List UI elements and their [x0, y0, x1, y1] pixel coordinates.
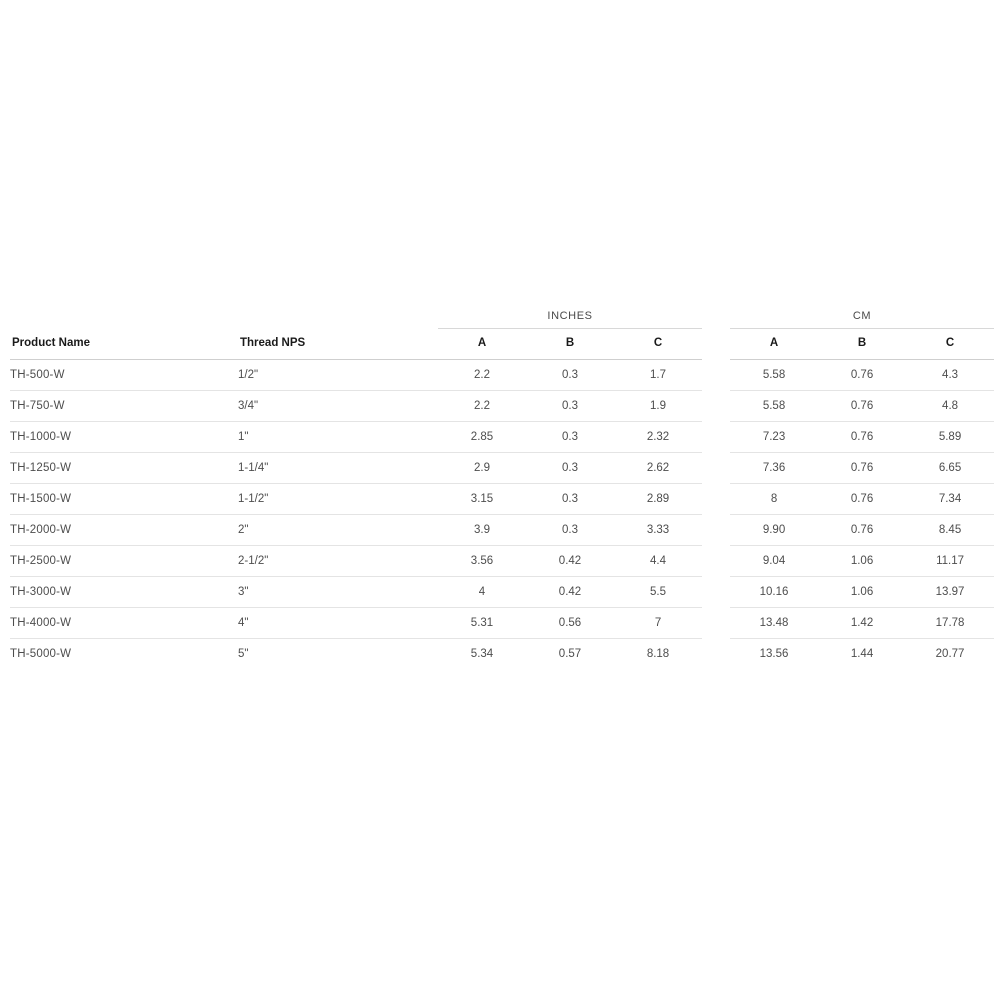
inches-b-value: 0.3 — [526, 422, 614, 453]
inches-b-value: 0.3 — [526, 484, 614, 515]
column-header-cm-c: C — [906, 329, 994, 360]
row-spacer — [702, 639, 730, 670]
cm-c-value: 13.97 — [906, 577, 994, 608]
cm-a-value: 7.23 — [730, 422, 818, 453]
inches-a-value: 2.9 — [438, 453, 526, 484]
cm-b-value: 1.06 — [818, 546, 906, 577]
cm-c-value: 17.78 — [906, 608, 994, 639]
inches-a-value: 5.31 — [438, 608, 526, 639]
row-spacer — [702, 515, 730, 546]
cm-b-value: 0.76 — [818, 515, 906, 546]
column-header-inches-a: A — [438, 329, 526, 360]
product-name-link[interactable]: TH-1500-W — [10, 484, 238, 515]
table-row — [10, 577, 994, 608]
cm-b-value: 1.42 — [818, 608, 906, 639]
inches-a-value: 3.9 — [438, 515, 526, 546]
cm-b-value: 0.76 — [818, 453, 906, 484]
cm-c-value: 6.65 — [906, 453, 994, 484]
specification-table-container — [0, 310, 1000, 669]
inches-c-value: 2.89 — [614, 484, 702, 515]
inches-a-value: 2.85 — [438, 422, 526, 453]
inches-c-value: 2.32 — [614, 422, 702, 453]
cm-b-value: 1.06 — [818, 577, 906, 608]
cm-a-value: 7.36 — [730, 453, 818, 484]
cm-c-value: 20.77 — [935, 648, 965, 660]
cm-b-value: 0.76 — [818, 360, 906, 391]
thread-nps-value: 5" — [238, 648, 249, 660]
product-name-link[interactable]: TH-3000-W — [10, 577, 238, 608]
table-row — [10, 453, 994, 484]
thread-nps-value: 4" — [238, 608, 438, 639]
inches-a-value: 4 — [438, 577, 526, 608]
inches-b-value: 0.3 — [526, 391, 614, 422]
product-name-link[interactable]: TH-2500-W — [10, 546, 238, 577]
cm-a-value: 5.58 — [730, 391, 818, 422]
cm-a-value: 10.16 — [730, 577, 818, 608]
table-row — [10, 391, 994, 422]
inches-c-value: 8.18 — [646, 648, 670, 660]
inches-c-value: 5.5 — [614, 577, 702, 608]
thread-nps-value: 1-1/4" — [238, 453, 438, 484]
row-spacer — [702, 453, 730, 484]
product-name-link[interactable]: TH-4000-W — [10, 608, 238, 639]
column-header-cm-b: B — [818, 329, 906, 360]
cm-c-value: 11.17 — [906, 546, 994, 577]
inches-b-value: 0.42 — [526, 546, 614, 577]
inches-b-value: 0.3 — [526, 515, 614, 546]
table-row — [10, 422, 994, 453]
product-name-link[interactable]: TH-500-W — [10, 360, 238, 391]
unit-group-header-row — [10, 310, 994, 329]
cm-a-value: 5.58 — [730, 360, 818, 391]
cm-a-value: 9.90 — [730, 515, 818, 546]
cm-b-value: 0.76 — [818, 484, 906, 515]
table-row — [10, 546, 994, 577]
product-name-link[interactable]: TH-5000-W — [10, 648, 72, 660]
table-row — [10, 608, 994, 639]
cm-c-value: 7.34 — [906, 484, 994, 515]
product-name-link[interactable]: TH-750-W — [10, 391, 238, 422]
inches-c-value: 7 — [614, 608, 702, 639]
inches-b-value: 0.42 — [526, 577, 614, 608]
group-spacer-thread — [238, 310, 438, 329]
group-spacer-name — [10, 310, 238, 329]
row-spacer — [702, 546, 730, 577]
group-header-inches: INCHES — [438, 310, 702, 329]
row-spacer — [702, 484, 730, 515]
product-name-link[interactable]: TH-2000-W — [10, 515, 238, 546]
column-header-row — [10, 329, 994, 360]
cm-a-value: 13.56 — [759, 648, 789, 660]
table-row — [10, 484, 994, 515]
group-spacer-gap — [702, 310, 730, 329]
cm-b-value: 0.76 — [818, 391, 906, 422]
thread-nps-value: 3" — [238, 577, 438, 608]
inches-c-value: 2.62 — [614, 453, 702, 484]
cm-c-value: 5.89 — [906, 422, 994, 453]
inches-b-value: 0.3 — [526, 360, 614, 391]
product-name-link[interactable]: TH-1250-W — [10, 453, 238, 484]
specification-table — [10, 310, 994, 669]
column-header-inches-b: B — [526, 329, 614, 360]
inches-a-value: 3.15 — [438, 484, 526, 515]
thread-nps-value: 1" — [238, 422, 438, 453]
cm-a-value: 8 — [730, 484, 818, 515]
cm-b-value: 1.44 — [850, 648, 874, 660]
table-row — [10, 515, 994, 546]
inches-c-value: 3.33 — [614, 515, 702, 546]
cm-a-value: 13.48 — [730, 608, 818, 639]
row-spacer — [702, 608, 730, 639]
inches-b-value: 0.56 — [526, 608, 614, 639]
inches-c-value: 1.9 — [614, 391, 702, 422]
row-spacer — [702, 391, 730, 422]
inches-b-value: 0.57 — [558, 648, 582, 660]
cm-c-value: 8.45 — [906, 515, 994, 546]
column-header-cm-a: A — [730, 329, 818, 360]
thread-nps-value: 3/4" — [238, 391, 438, 422]
table-row — [10, 639, 994, 670]
inches-b-value: 0.3 — [526, 453, 614, 484]
group-header-cm: CM — [730, 310, 994, 329]
inches-a-value: 3.56 — [438, 546, 526, 577]
inches-a-value: 5.34 — [470, 648, 494, 660]
cm-c-value: 4.3 — [906, 360, 994, 391]
table-body — [10, 310, 994, 669]
inches-a-value: 2.2 — [438, 360, 526, 391]
row-spacer — [702, 422, 730, 453]
cm-a-value: 9.04 — [730, 546, 818, 577]
column-header-inches-c: C — [614, 329, 702, 360]
product-name-link[interactable]: TH-1000-W — [10, 422, 238, 453]
inches-c-value: 1.7 — [614, 360, 702, 391]
column-header-thread-nps: Thread NPS — [238, 329, 438, 360]
column-header-spacer — [702, 329, 730, 360]
thread-nps-value: 2-1/2" — [238, 546, 438, 577]
thread-nps-value: 1/2" — [238, 360, 438, 391]
column-header-product-name: Product Name — [10, 329, 238, 360]
inches-c-value: 4.4 — [614, 546, 702, 577]
row-spacer — [702, 577, 730, 608]
table-row — [10, 360, 994, 391]
cm-b-value: 0.76 — [818, 422, 906, 453]
inches-a-value: 2.2 — [438, 391, 526, 422]
row-spacer — [702, 360, 730, 391]
thread-nps-value: 1-1/2" — [238, 484, 438, 515]
thread-nps-value: 2" — [238, 515, 438, 546]
cm-c-value: 4.8 — [906, 391, 994, 422]
